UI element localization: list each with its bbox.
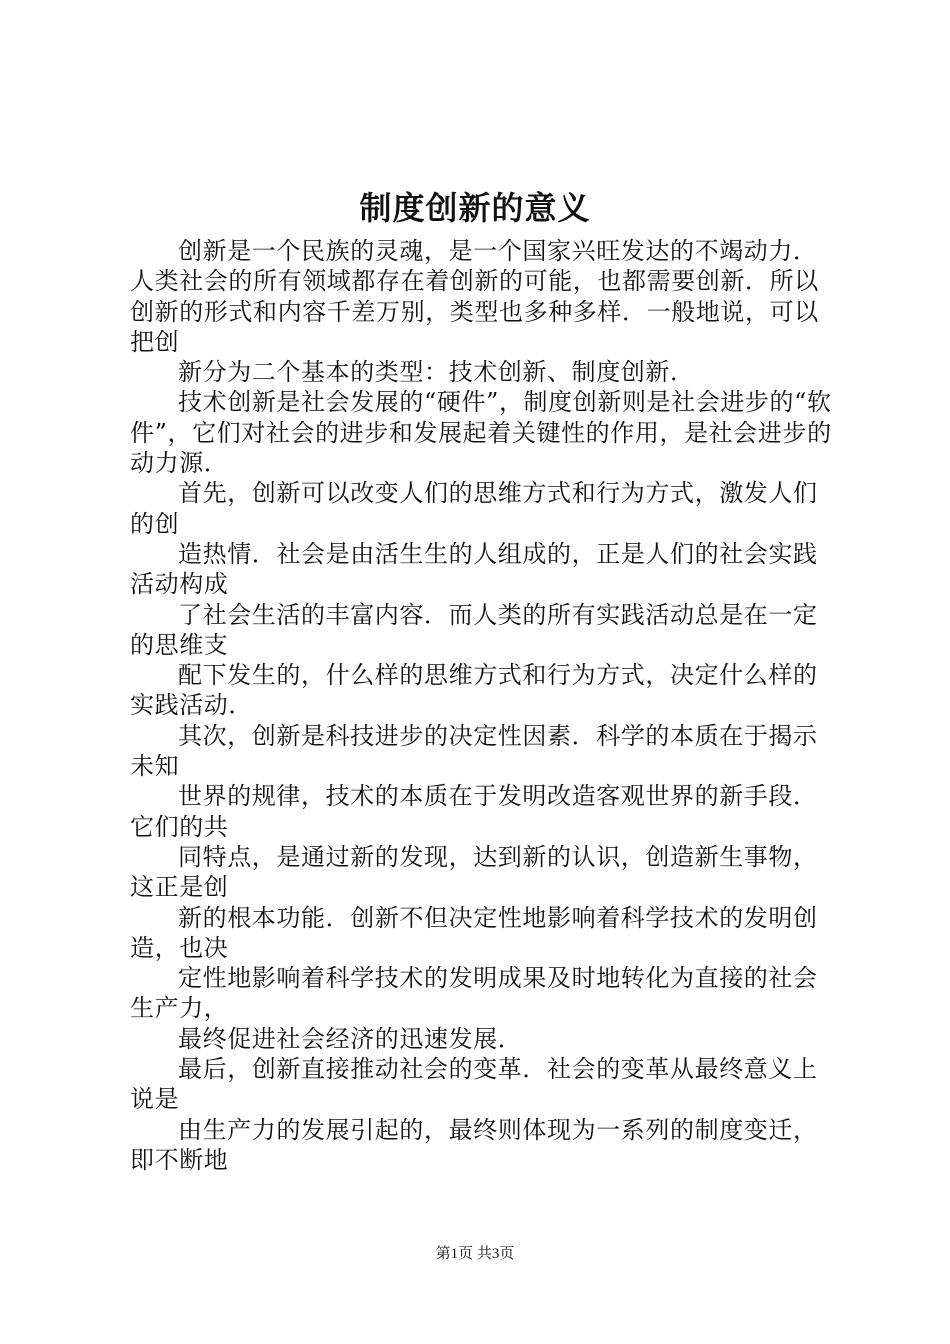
document-body	[130, 236, 840, 1175]
paragraph: 首先，创新可以改变人们的思维方式和行为方式，激发人们的创	[130, 479, 818, 538]
paragraph: 定性地影响着科学技术的发明成果及时地转化为直接的社会生产力，	[130, 964, 818, 1023]
paragraph: 世界的规律，技术的本质在于发明改造客观世界的新手段．它们的共	[130, 782, 818, 841]
page-number-footer: 第1页 共3页	[435, 1246, 515, 1262]
paragraph: 由生产力的发展引起的，最终则体现为一系列的制度变迁，即不断地	[130, 1115, 818, 1174]
paragraph: 最终促进社会经济的迅速发展．	[178, 1024, 523, 1053]
paragraph: 技术创新是社会发展的“硬件”，制度创新则是社会进步的“软件”，它们对社会的进步和发展起着关键性的作用，是社会进步的动力源．	[130, 388, 832, 478]
paragraph: 最后，创新直接推动社会的变革．社会的变革从最终意义上说是	[130, 1055, 818, 1114]
paragraph: 新的根本功能．创新不但决定性地影响着科学技术的发明创造，也决	[130, 903, 818, 962]
paragraph: 创新是一个民族的灵魂，是一个国家兴旺发达的不竭动力．人类社会的所有领域都存在着创新的可能，也都需要创新．所以创新的形式和内容千差万别，类型也多种多样．一般地说，可以把创	[130, 237, 819, 356]
paragraph: 同特点，是通过新的发现，达到新的认识，创造新生事物，这正是创	[130, 842, 818, 902]
paragraph: 其次，创新是科技进步的决定性因素．科学的本质在于揭示未知	[130, 721, 818, 781]
paragraph: 新分为二个基本的类型：技术创新、制度创新．	[178, 358, 695, 387]
paragraph: 了社会生活的丰富内容．而人类的所有实践活动总是在一定的思维支	[130, 600, 818, 659]
document-title: 制度创新的意义	[359, 189, 591, 227]
paragraph: 造热情．社会是由活生生的人组成的，正是人们的社会实践活动构成	[130, 539, 818, 599]
paragraph: 配下发生的，什么样的思维方式和行为方式，决定什么样的实践活动．	[130, 661, 818, 720]
